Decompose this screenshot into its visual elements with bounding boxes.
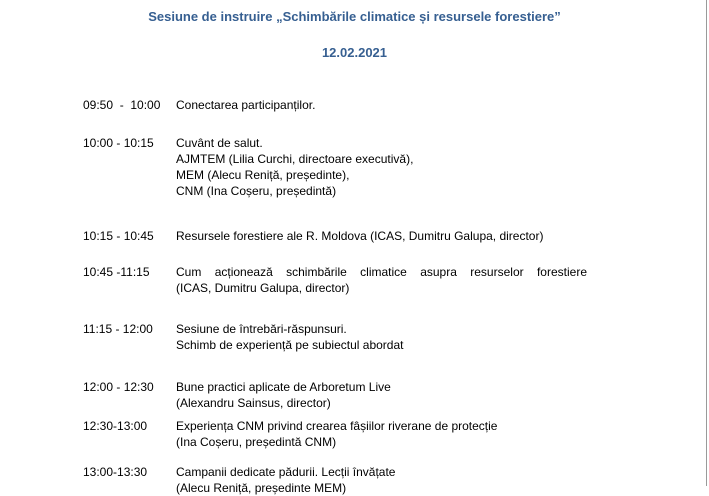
agenda-time: 12:30-13:00 (83, 419, 148, 433)
agenda-line: MEM (Alecu Reniță, președinte), (176, 168, 350, 182)
agenda-line: (Alexandru Sainsus, director) (176, 396, 331, 410)
agenda-description (176, 228, 587, 244)
page-edge-divider (706, 0, 707, 486)
agenda-line: (Ina Coșeru, președintă CNM) (176, 435, 337, 449)
agenda-line: (ICAS, Dumitru Galupa, director) (176, 281, 350, 295)
agenda-line: Schimb de experiență pe subiectul abordat (176, 338, 404, 352)
document-title: Sesiune de instruire „Schimbările climatice și resursele forestiere” (148, 9, 561, 24)
agenda-line: Sesiune de întrebări-răspunsuri. (176, 322, 347, 336)
agenda-line: Cuvânt de salut. (176, 136, 263, 150)
agenda-description (176, 464, 587, 496)
agenda-description (176, 321, 587, 353)
session-date: 12.02.2021 (321, 45, 388, 60)
agenda-time: 10:00 - 10:15 (83, 136, 154, 150)
agenda-time: 09:50 - 10:00 (83, 98, 161, 112)
agenda-line: Conectarea participanților. (176, 98, 316, 112)
agenda-time: 10:45 -11:15 (83, 265, 150, 279)
agenda-time: 13:00-13:30 (83, 465, 148, 479)
agenda-line: Campanii dedicate pădurii. Lecții învățate (176, 465, 396, 479)
agenda-time: 12:00 - 12:30 (83, 380, 154, 394)
agenda-description (176, 97, 587, 113)
agenda-time: 10:15 - 10:45 (83, 229, 154, 243)
agenda-description (176, 379, 587, 411)
agenda-line: Experiența CNM privind crearea fâșiilor riverane de protecție (176, 419, 498, 433)
agenda-description (176, 418, 587, 450)
agenda-line: Cum acționează schimbările climatice asupra resurselor forestiere (176, 265, 587, 279)
agenda-line: (Alecu Reniță, președinte MEM) (176, 481, 347, 495)
agenda-line: CNM (Ina Coșeru, președintă) (176, 184, 337, 198)
agenda-time: 11:15 - 12:00 (83, 322, 153, 336)
agenda-line: Resursele forestiere ale R. Moldova (ICAS, Dumitru Galupa, director) (176, 229, 544, 243)
agenda-line: AJMTEM (Lilia Curchi, directoare executivă), (176, 152, 414, 166)
agenda-description (176, 264, 587, 296)
agenda-line: Bune practici aplicate de Arboretum Live (176, 380, 391, 394)
agenda-description (176, 135, 587, 199)
